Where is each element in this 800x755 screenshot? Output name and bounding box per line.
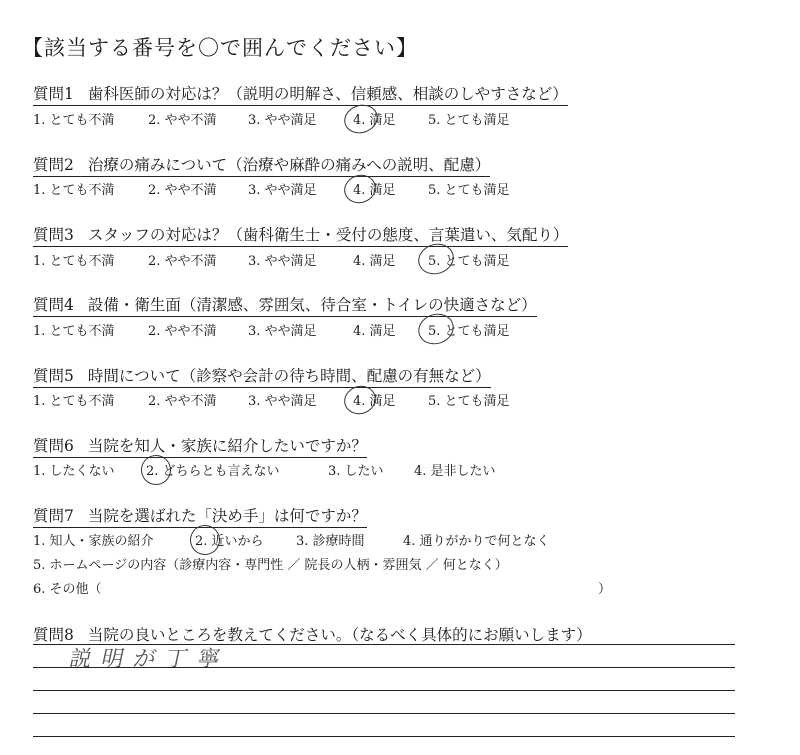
answer-line [33,690,735,691]
question-6 [33,434,367,458]
question-number: 質問6 [33,437,74,455]
question-text: 設備・衛生面（清潔感、雰囲気、待合室・トイレの快適さなど） [87,296,537,314]
option-4[interactable]: 4. 満足 [353,113,396,128]
question-text: 時間について（診察や会計の待ち時間、配慮の有無など） [87,367,491,385]
option-3[interactable]: 3. やや満足 [248,254,317,269]
option-3[interactable]: 3. やや満足 [248,394,317,409]
option-2[interactable]: 2. やや不満 [148,324,217,339]
option-5-homepage[interactable]: 5. ホームページの内容（診療内容・専門性 ／ 院長の人柄・雰囲気 ／ 何となく） [33,558,508,573]
option-1[interactable]: 1. とても不満 [33,394,115,409]
question-text: 当院の良いところを教えてください。（なるべく具体的にお願いします） [87,626,592,644]
option-5[interactable]: 5. とても満足 [428,183,510,198]
option-2[interactable]: 2. 近いから [195,534,264,549]
option-5[interactable]: 5. とても満足 [428,324,510,339]
option-2[interactable]: 2. やや不満 [148,113,217,128]
option-5[interactable]: 5. とても満足 [428,254,510,269]
option-3[interactable]: 3. やや満足 [248,324,317,339]
option-5[interactable]: 5. とても満足 [428,394,510,409]
option-2[interactable]: 2. やや不満 [148,183,217,198]
option-3[interactable]: 3. やや満足 [248,183,317,198]
question-number: 質問4 [33,296,74,314]
question-text: 治療の痛みについて（治療や麻酔の痛みへの説明、配慮） [87,156,491,174]
option-4[interactable]: 4. 満足 [353,254,396,269]
option-6-other[interactable] [33,578,612,597]
question-text: 歯科医師の対応は？（説明の明解さ、信頼感、相談のしやすさなど） [87,85,568,103]
question-2 [33,153,490,177]
question-text: 当院を知人・家族に紹介したいですか？ [87,437,367,455]
other-close: ） [598,582,612,597]
question-number: 質問8 [33,626,74,644]
question-7 [33,504,367,528]
option-1[interactable]: 1. したくない [33,464,115,479]
question-3 [33,223,568,247]
question-1 [33,82,568,106]
page-title: 【該当する番号を〇で囲んでください】 [22,36,418,60]
option-4[interactable]: 4. 満足 [353,324,396,339]
option-1[interactable]: 1. とても不満 [33,113,115,128]
option-2[interactable]: 2. やや不満 [148,394,217,409]
option-3[interactable]: 3. 診療時間 [296,534,365,549]
question-number: 質問2 [33,156,74,174]
answer-line [33,713,735,714]
question-text: スタッフの対応は？（歯科衛生士・受付の態度、言葉遣い、気配り） [87,226,569,244]
option-5[interactable]: 5. とても満足 [428,113,510,128]
question-number: 質問1 [33,85,74,103]
selection-circle-q1 [341,100,382,137]
question-4 [33,293,537,317]
other-label: 6. その他（ [33,582,102,597]
option-1[interactable]: 1. とても不満 [33,254,115,269]
question-number: 質問3 [33,226,74,244]
option-4[interactable]: 4. 是非したい [414,464,496,479]
option-4[interactable]: 4. 満足 [353,183,396,198]
question-text: 当院を選ばれた「決め手」は何ですか？ [87,507,367,525]
question-number: 質問5 [33,367,74,385]
option-1[interactable]: 1. 知人・家族の紹介 [33,534,154,549]
question-number: 質問7 [33,507,74,525]
answer-line [33,736,735,737]
option-2[interactable]: 2. やや不満 [148,254,217,269]
option-3[interactable]: 3. やや満足 [248,113,317,128]
handwritten-answer: 説明が丁寧 [66,647,233,672]
option-4[interactable]: 4. 満足 [353,394,396,409]
question-5 [33,364,491,388]
option-1[interactable]: 1. とても不満 [33,183,115,198]
option-3[interactable]: 3. したい [328,464,384,479]
option-2[interactable]: 2. どちらとも言えない [146,464,280,479]
answer-line [33,667,735,668]
option-4[interactable]: 4. 通りがかりで何となく [403,534,550,549]
option-1[interactable]: 1. とても不満 [33,324,115,339]
